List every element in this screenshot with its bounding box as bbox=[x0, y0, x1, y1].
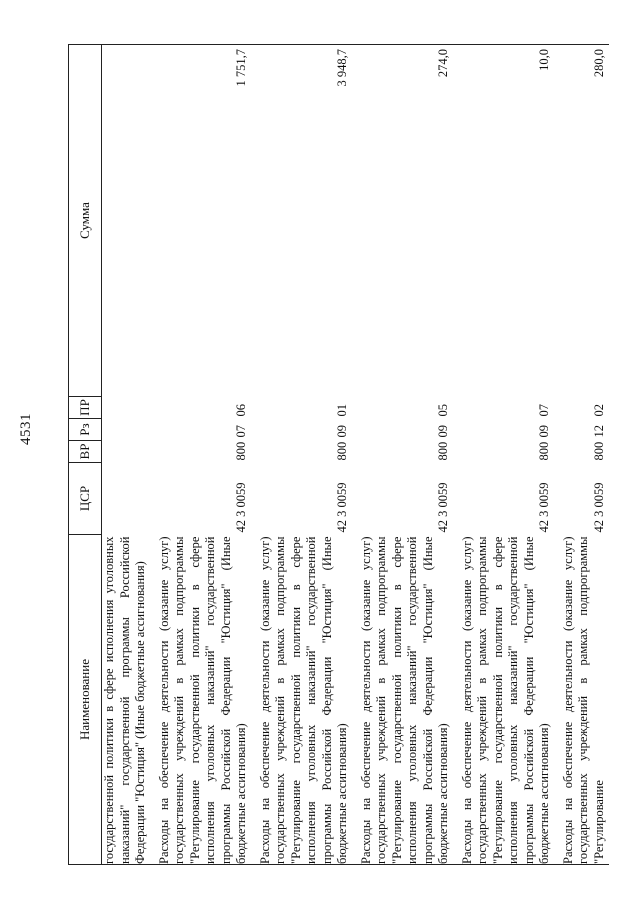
empty-cell bbox=[102, 45, 151, 397]
header-sum: Сумма bbox=[69, 45, 102, 397]
row-rz: 12 bbox=[591, 425, 606, 438]
empty-cell bbox=[102, 419, 151, 441]
row-pr: 06 bbox=[234, 404, 248, 417]
row-pr: 02 bbox=[591, 404, 606, 417]
table-header-row bbox=[69, 45, 102, 865]
empty-cell bbox=[102, 441, 151, 463]
rotated-page-content bbox=[68, 45, 606, 865]
empty-cell bbox=[102, 397, 151, 419]
row-sum: 10,0 bbox=[454, 45, 555, 397]
row-pr: 01 bbox=[335, 404, 349, 417]
row-csr: 42 3 0059 bbox=[335, 482, 349, 533]
row-rz: 09 bbox=[436, 425, 450, 438]
row-pr: 07 bbox=[537, 404, 551, 417]
table-row bbox=[353, 45, 454, 865]
row-vr: 800 bbox=[335, 441, 349, 461]
header-csr: ЦСР bbox=[69, 463, 102, 535]
row-pr: 05 bbox=[436, 404, 450, 417]
row-vr: 800 bbox=[537, 441, 551, 461]
header-name: Наименование bbox=[69, 535, 102, 865]
continuation-text: государственной политики в сфере исполнения уголовных наказаний" государственной программы Российской Федерации "Юстиция" (Иные бюджетные ассигнования) bbox=[102, 535, 151, 865]
row-csr: 42 3 0059 bbox=[436, 482, 450, 533]
row-rz: 09 bbox=[335, 425, 349, 438]
row-csr: 42 3 0059 bbox=[234, 482, 248, 533]
row-sum: 3 948,7 bbox=[252, 45, 353, 397]
table-row bbox=[252, 45, 353, 865]
row-name: Расходы на обеспечение деятельности (оказание услуг) государственных учреждений в рамках подпрограммы "Регулирование bbox=[555, 535, 610, 865]
header-rz: Рз bbox=[69, 419, 102, 441]
table-row bbox=[151, 45, 252, 865]
row-csr: 42 3 0059 bbox=[537, 482, 551, 533]
header-pr: ПР bbox=[69, 397, 102, 419]
row-csr: 42 3 0059 bbox=[591, 482, 606, 533]
row-name: Расходы на обеспечение деятельности (оказание услуг) государственных учреждений в рамках подпрограммы "Регулирование государственной политики в сфере исполнения уголовных наказаний" государственной программы Российской Федерации "Юстиция" (Иные бюджетные ассигнования) bbox=[454, 535, 555, 865]
page-number: 4531 bbox=[18, 413, 34, 445]
row-sum: 280,0 bbox=[555, 45, 610, 397]
row-rz: 09 bbox=[537, 425, 551, 438]
row-vr: 800 bbox=[234, 441, 248, 461]
empty-cell bbox=[102, 463, 151, 535]
row-vr: 800 bbox=[591, 441, 606, 461]
row-sum: 1 751,7 bbox=[151, 45, 252, 397]
row-vr: 800 bbox=[436, 441, 450, 461]
row-name: Расходы на обеспечение деятельности (оказание услуг) государственных учреждений в рамках подпрограммы "Регулирование государственной политики в сфере исполнения уголовных наказаний" государственной программы Российской Федерации "Юстиция" (Иные бюджетные ассигнования) bbox=[151, 535, 252, 865]
budget-table bbox=[68, 44, 609, 865]
row-name: Расходы на обеспечение деятельности (оказание услуг) государственных учреждений в рамках подпрограммы "Регулирование государственной политики в сфере исполнения уголовных наказаний" государственной программы Российской Федерации "Юстиция" (Иные бюджетные ассигнования) bbox=[353, 535, 454, 865]
table-row-continuation bbox=[102, 45, 151, 865]
row-rz: 07 bbox=[234, 425, 248, 438]
header-vr: ВР bbox=[69, 441, 102, 463]
table-row bbox=[454, 45, 555, 865]
row-sum: 274,0 bbox=[353, 45, 454, 397]
table-row bbox=[555, 45, 610, 865]
row-name: Расходы на обеспечение деятельности (оказание услуг) государственных учреждений в рамках подпрограммы "Регулирование государственной политики в сфере исполнения уголовных наказаний" государственной программы Российской Федерации "Юстиция" (Иные бюджетные ассигнования) bbox=[252, 535, 353, 865]
